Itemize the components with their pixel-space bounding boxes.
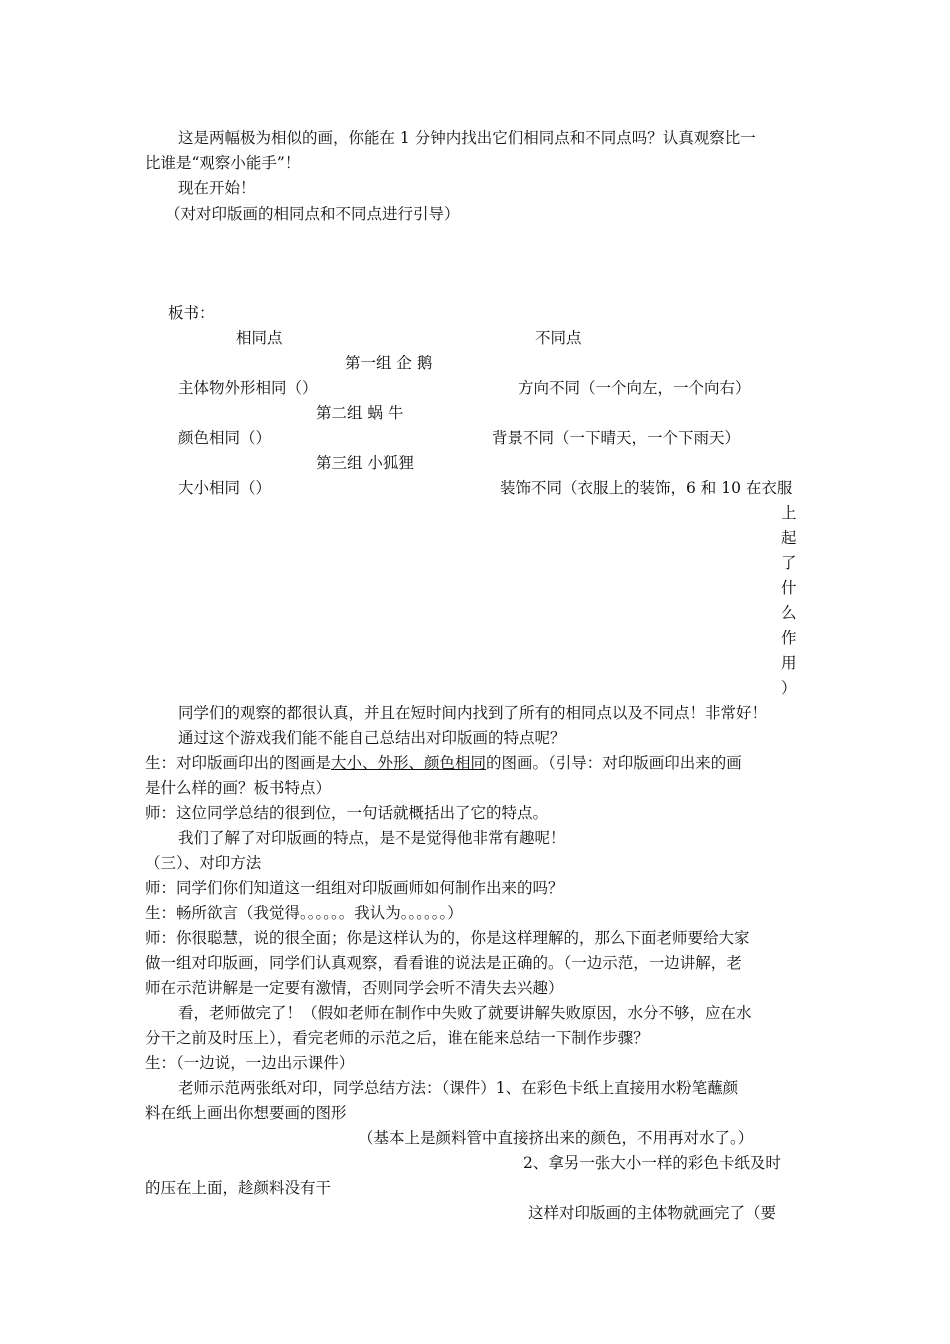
same-2: 颜色相同（）: [178, 429, 272, 447]
group-2: 第二组 蜗 牛: [316, 404, 404, 422]
step2-line-b: 的压在上面，趁颜料没有干: [145, 1179, 332, 1197]
vertical-char: 了: [781, 554, 797, 572]
method-line-b: 料在纸上画出你想要画的图形: [145, 1104, 347, 1122]
done-line-a: 看，老师做完了！（假如老师在制作中失败了就要讲解失败原因，水分不够，应在水: [178, 1004, 752, 1022]
praise-line: 同学们的观察的都很认真，并且在短时间内找到了所有的相同点以及不同点！非常好！: [178, 704, 768, 722]
vertical-char: 用: [781, 654, 797, 672]
diff-1: 方向不同（一个向左，一个向右）: [518, 379, 751, 397]
guide-line: （对对印版画的相同点和不同点进行引导）: [165, 205, 460, 223]
vertical-char: 么: [781, 604, 797, 622]
student-answer-1-cont: 是什么样的画？板书特点）: [145, 779, 332, 797]
group-3: 第三组 小狐狸: [316, 454, 414, 472]
final-line: 这样对印版画的主体物就画完了（要: [528, 1204, 777, 1222]
same-header: 相同点: [236, 329, 283, 347]
vertical-char: 上: [781, 504, 797, 522]
underlined-feature: 大小、外形、颜色相同: [331, 754, 487, 772]
start-line: 现在开始！: [178, 179, 256, 197]
same-1: 主体物外形相同（）: [178, 379, 318, 397]
section-heading-3: （三）、对印方法: [145, 854, 262, 872]
interest-line: 我们了解了对印版画的特点，是不是觉得他非常有趣呢！: [178, 829, 566, 847]
vertical-char: 作: [781, 629, 797, 647]
vertical-char: ）: [781, 679, 797, 697]
summary-question: 通过这个游戏我们能不能自己总结出对印版画的特点呢？: [178, 729, 566, 747]
teacher-line-3c: 师在示范讲解是一定要有激情，否则同学会听不清失去兴趣）: [145, 979, 564, 997]
note-line: （基本上是颜料管中直接挤出来的颜色，不用再对水了。）: [358, 1129, 754, 1147]
vertical-char: 什: [781, 579, 797, 597]
teacher-question-2: 师：同学们你们知道这一组组对印版画师如何制作出来的吗？: [145, 879, 564, 897]
teacher-line-3b: 做一组对印版画，同学们认真观察，看看谁的说法是正确的。（一边示范，一边讲解，老: [145, 954, 742, 972]
intro-line-2: 比谁是“观察小能手”！: [145, 154, 301, 172]
student-answer-2: 生：畅所欲言（我觉得。。。。。。我认为。。。。。。）: [145, 904, 463, 922]
diff-2: 背景不同（一下晴天，一个下雨天）: [492, 429, 741, 447]
teacher-remark-1: 师：这位同学总结的很到位，一句话就概括出了它的特点。: [145, 804, 549, 822]
student-answer-3: 生：（一边说，一边出示课件）: [145, 1054, 355, 1072]
diff-3: 装饰不同（衣服上的装饰，6 和 10 在衣服: [500, 479, 793, 497]
vertical-char: 起: [781, 529, 797, 547]
same-3: 大小相同（）: [178, 479, 272, 497]
group-1: 第一组 企 鹅: [345, 354, 433, 372]
board-label: 板书：: [168, 304, 215, 322]
intro-line-1: 这是两幅极为相似的画，你能在 1 分钟内找出它们相同点和不同点吗？认真观察比一: [178, 129, 756, 147]
diff-header: 不同点: [535, 329, 582, 347]
method-line-a: 老师示范两张纸对印，同学总结方法：（课件）1、在彩色卡纸上直接用水粉笔蘸颜: [178, 1079, 739, 1097]
student-answer-1: 生：对印版画印出的图画是大小、外形、颜色相同的图画。（引导：对印版画印出来的画: [145, 754, 742, 772]
done-line-b: 分干之前及时压上），看完老师的示范之后，谁在能来总结一下制作步骤？: [145, 1029, 649, 1047]
teacher-line-3a: 师：你很聪慧，说的很全面；你是这样认为的，你是这样理解的，那么下面老师要给大家: [145, 929, 750, 947]
step2-line-a: 2、拿另一张大小一样的彩色卡纸及时: [523, 1154, 781, 1172]
